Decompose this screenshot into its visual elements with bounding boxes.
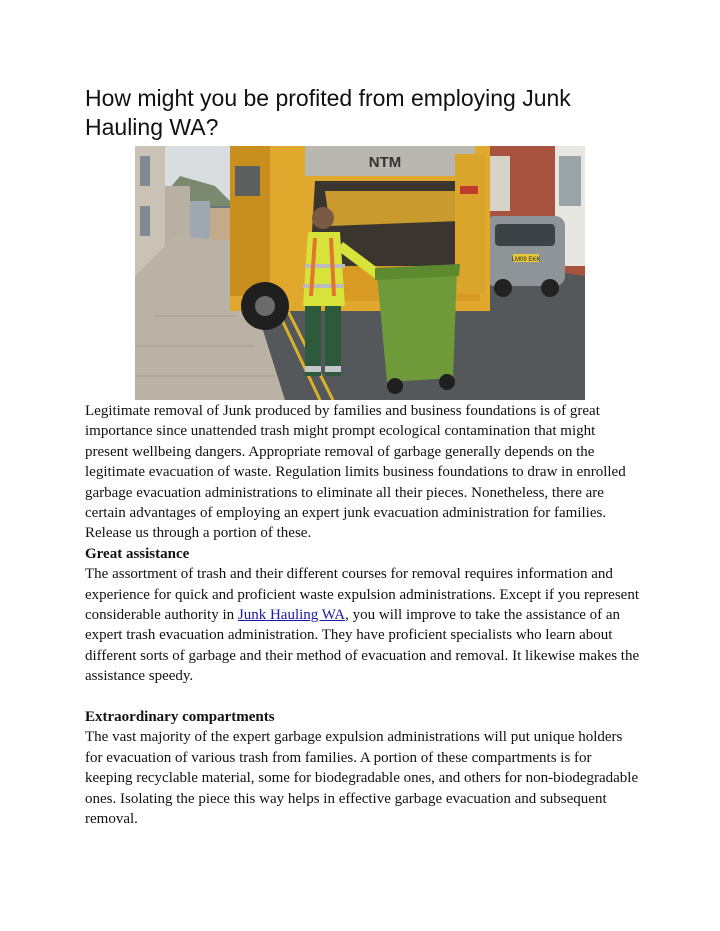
page-title: How might you be profited from employing Junk Hauling WA? xyxy=(85,85,571,140)
section-heading-extraordinary-compartments: Extraordinary compartments xyxy=(85,709,275,726)
junk-hauling-wa-link[interactable]: Junk Hauling WA xyxy=(237,607,346,624)
garbage-collection-photo xyxy=(135,146,585,400)
section-paragraph-great-assistance xyxy=(85,564,640,686)
paragraph-text: The assortment of trash and their different courses for removal requires information and experience for quick and proficient waste expulsion administrations. Except if you represent considerable authority in xyxy=(85,566,639,624)
van-plate-text: LM09 EKK xyxy=(511,257,541,263)
paragraph-spacer xyxy=(85,687,640,707)
truck-lettering: NTM xyxy=(368,154,402,171)
garbage-truck-illustration xyxy=(135,146,585,400)
section-heading-great-assistance: Great assistance xyxy=(85,545,190,562)
section-paragraph-extraordinary-compartments: The vast majority of the expert garbage expulsion administrations will put unique holders for evacuation of various trash from families. A portion of these compartments is for keeping recyclable material, some for biodegradable ones, and others for non-biodegradable ones. Isolating the piece this way helps in effective garbage evacuation and subsequent removal. xyxy=(85,729,639,828)
article-body xyxy=(85,401,640,830)
paragraph-text: , you will improve to take the assistance of an expert trash evacuation administration. They have proficient specialists who learn about different sorts of garbage and their method of evacuation and removal. It likewise makes the assistance speedy. xyxy=(85,607,640,685)
intro-paragraph: Legitimate removal of Junk produced by families and business foundations is of great importance since unattended trash might prompt ecological contamination that might present wellbeing dangers. Appropriate removal of garbage generally depends on the legitimate evacuation of waste. Regulation limits business foundations to draw in enrolled garbage evacuation administrations to eliminate all their pieces. Nonetheless, there are certain advantages of employing an expert junk evacuation administration for families. Release us through a portion of these. xyxy=(85,403,626,542)
